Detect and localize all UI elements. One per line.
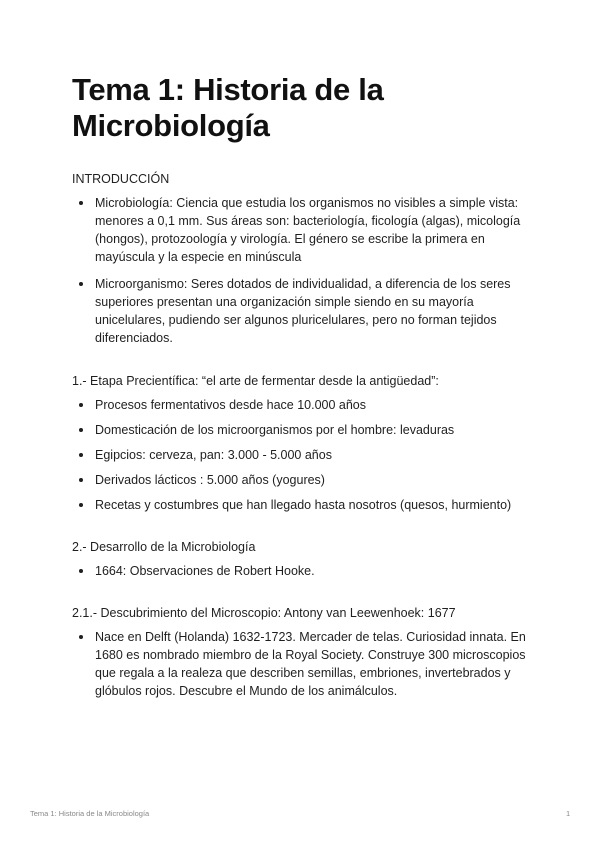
bullet-list	[72, 194, 532, 347]
page-title: Tema 1: Historia de la Microbiología	[72, 72, 384, 143]
list-item: 1664: Observaciones de Robert Hooke.	[72, 562, 532, 580]
section-heading: 1.- Etapa Precientífica: “el arte de fermentar desde la antigüedad”:	[72, 374, 439, 388]
list-item: Nace en Delft (Holanda) 1632-1723. Mercader de telas. Curiosidad innata. En 1680 es nombrado miembro de la Royal Society. Construye 300 microscopios que regala a la realeza que describen semillas, embriones, invertebrados y glóbulos rojos. Descubre el Mundo de los animálculos.	[72, 628, 532, 700]
section-desarrollo	[72, 538, 532, 580]
list-item: Microorganismo: Seres dotados de individualidad, a diferencia de los seres superiores presentan una organización simple siendo en su mayoría unicelulares, pudiendo ser algunos pluricelulares, pero no forman tejidos diferenciados.	[72, 275, 532, 347]
section-microscopio	[72, 604, 532, 700]
list-item: Recetas y costumbres que han llegado hasta nosotros (quesos, hurmiento)	[72, 496, 532, 514]
document-page	[72, 72, 532, 700]
section-heading: 2.- Desarrollo de la Microbiología	[72, 540, 256, 554]
footer-title: Tema 1: Historia de la Microbiología	[30, 809, 150, 818]
list-item: Domesticación de los microorganismos por el hombre: levaduras	[72, 421, 532, 439]
page-number: 1	[566, 809, 571, 818]
list-item: Egipcios: cerveza, pan: 3.000 - 5.000 años	[72, 446, 532, 464]
section-etapa-precientifica	[72, 372, 532, 514]
section-introduccion	[72, 170, 532, 347]
list-item: Microbiología: Ciencia que estudia los organismos no visibles a simple vista: menores a 0,1 mm. Sus áreas son: bacteriología, ficología (algas), micología (hongos), protozoología y virología. El género se escribe la primera en mayúscula y la especie en minúscula	[72, 194, 532, 266]
list-item: Procesos fermentativos desde hace 10.000 años	[72, 396, 532, 414]
bullet-list	[72, 562, 532, 580]
list-item: Derivados lácticos : 5.000 años (yogures)	[72, 471, 532, 489]
bullet-list	[72, 628, 532, 700]
section-heading: 2.1.- Descubrimiento del Microscopio: Antony van Leewenhoek: 1677	[72, 606, 456, 620]
section-heading: INTRODUCCIÓN	[72, 172, 170, 186]
bullet-list	[72, 396, 532, 514]
